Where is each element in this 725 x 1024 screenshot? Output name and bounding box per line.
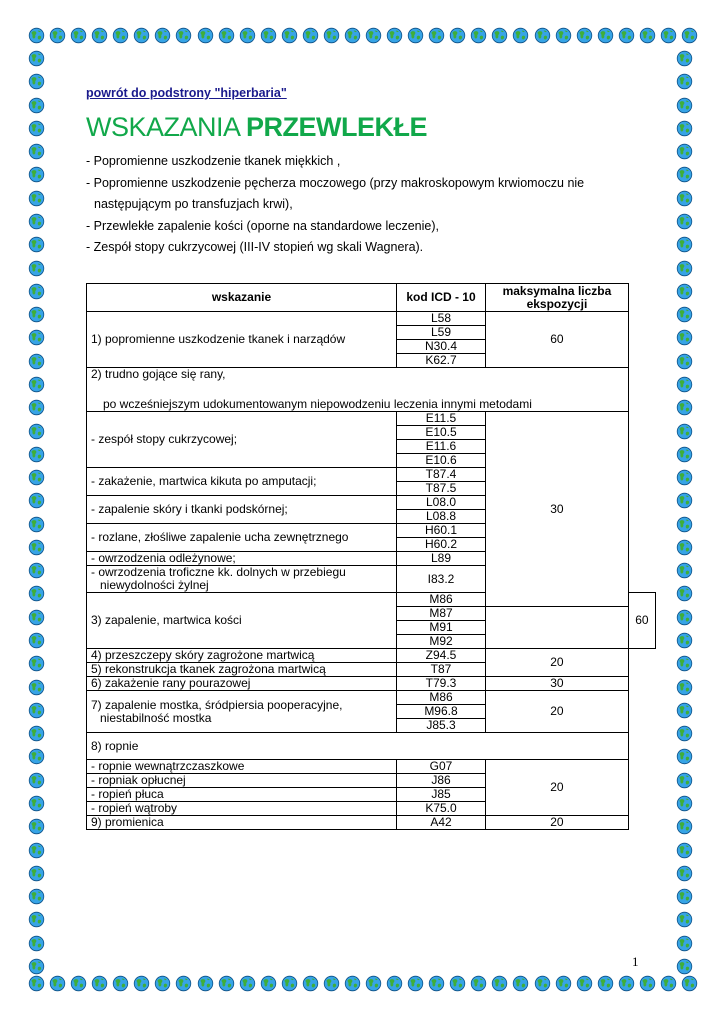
globe-icon bbox=[676, 911, 698, 928]
code-cell: L08.8 bbox=[397, 510, 486, 524]
globe-icon bbox=[676, 469, 698, 486]
globe-icon bbox=[28, 539, 50, 556]
globe-icon bbox=[197, 975, 214, 997]
globe-icon bbox=[676, 865, 698, 882]
code-cell: E11.5 bbox=[397, 412, 486, 426]
code-cell: M92 bbox=[397, 635, 486, 649]
max-cell: 60 bbox=[628, 593, 655, 649]
indication-cell: - zespół stopy cukrzycowej; bbox=[87, 412, 397, 468]
code-cell: M96.8 bbox=[397, 705, 486, 719]
globe-icon bbox=[28, 702, 50, 719]
globe-icon bbox=[28, 329, 50, 346]
indication-line: 7) zapalenie mostka, śródpiersia pooperacyjne, bbox=[91, 697, 343, 712]
code-cell: M87 bbox=[397, 607, 486, 621]
section-row bbox=[87, 733, 656, 760]
table-row bbox=[87, 412, 656, 426]
globe-icon bbox=[28, 469, 50, 486]
globe-icon bbox=[676, 679, 698, 696]
table-row bbox=[87, 677, 656, 691]
globe-icon bbox=[28, 772, 50, 789]
globe-icon bbox=[175, 27, 192, 49]
max-cell: 20 bbox=[486, 760, 629, 816]
globe-icon bbox=[28, 888, 50, 905]
globe-icon bbox=[676, 702, 698, 719]
globe-icon bbox=[28, 143, 50, 160]
code-cell: M86 bbox=[397, 691, 486, 705]
globe-icon bbox=[28, 50, 50, 67]
globe-icon bbox=[491, 27, 508, 49]
globe-icon bbox=[534, 975, 551, 997]
globe-icon bbox=[28, 97, 50, 114]
globe-icon bbox=[676, 492, 698, 509]
indication-cell: - ropnie wewnątrzczaszkowe bbox=[87, 760, 397, 774]
globe-icon bbox=[28, 725, 50, 742]
globe-icon bbox=[323, 27, 340, 49]
globe-icon bbox=[154, 975, 171, 997]
globe-icon bbox=[676, 772, 698, 789]
globe-icon bbox=[555, 975, 572, 997]
globe-icon bbox=[28, 73, 50, 90]
intro-item: - Popromienne uszkodzenie pęcherza moczowego (przy makroskopowym krwiomoczu nie bbox=[86, 175, 585, 190]
globe-icon bbox=[576, 975, 593, 997]
globe-icon bbox=[428, 27, 445, 49]
page-title bbox=[86, 112, 661, 142]
globe-icon bbox=[28, 376, 50, 393]
code-cell: I83.2 bbox=[397, 566, 486, 593]
globe-icon bbox=[49, 27, 66, 49]
code-cell: Z94.5 bbox=[397, 649, 486, 663]
globe-icon bbox=[28, 748, 50, 765]
globe-icon bbox=[597, 975, 614, 997]
globe-icon bbox=[676, 795, 698, 812]
globe-icon bbox=[407, 27, 424, 49]
globe-icon bbox=[70, 27, 87, 49]
code-cell: T87 bbox=[397, 663, 486, 677]
globe-icon bbox=[676, 935, 698, 952]
globe-icon bbox=[260, 27, 277, 49]
header-indication: wskazanie bbox=[87, 284, 397, 312]
code-cell: L08.0 bbox=[397, 496, 486, 510]
page-content bbox=[86, 84, 661, 259]
globe-icon bbox=[676, 562, 698, 579]
globe-icon bbox=[676, 609, 698, 626]
globe-icon bbox=[676, 842, 698, 859]
globe-icon bbox=[676, 446, 698, 463]
globe-icon bbox=[512, 27, 529, 49]
globe-icon bbox=[28, 609, 50, 626]
globe-icon bbox=[386, 27, 403, 49]
table-row bbox=[87, 816, 656, 830]
code-cell: T79.3 bbox=[397, 677, 486, 691]
globe-icon bbox=[154, 27, 171, 49]
indication-cell: - ropniak opłucnej bbox=[87, 774, 397, 788]
globe-icon bbox=[133, 27, 150, 49]
globe-icon bbox=[28, 585, 50, 602]
globe-icon bbox=[344, 27, 361, 49]
globe-icon bbox=[676, 655, 698, 672]
indications-table bbox=[86, 283, 656, 830]
globe-icon bbox=[91, 27, 108, 49]
header-code: kod ICD - 10 bbox=[397, 284, 486, 312]
code-cell: L58 bbox=[397, 312, 486, 326]
code-cell: M86 bbox=[397, 593, 486, 607]
max-cell: 30 bbox=[486, 677, 629, 691]
globe-icon bbox=[618, 975, 635, 997]
globe-icon bbox=[28, 975, 45, 997]
indication-cell bbox=[87, 566, 397, 593]
globe-icon bbox=[112, 975, 129, 997]
globe-icon bbox=[676, 260, 698, 277]
code-cell: A42 bbox=[397, 816, 486, 830]
globe-icon bbox=[576, 27, 593, 49]
code-cell: N30.4 bbox=[397, 340, 486, 354]
section-cell bbox=[87, 368, 629, 412]
indication-cell bbox=[87, 691, 397, 733]
indication-cell: - zapalenie skóry i tkanki podskórnej; bbox=[87, 496, 397, 524]
max-cell: 30 bbox=[486, 412, 629, 607]
globe-icon bbox=[28, 423, 50, 440]
globe-icon bbox=[302, 27, 319, 49]
globe-icon bbox=[676, 632, 698, 649]
globe-icon bbox=[28, 166, 50, 183]
globe-icon bbox=[365, 975, 382, 997]
max-cell: 20 bbox=[486, 691, 629, 733]
code-cell: E10.6 bbox=[397, 454, 486, 468]
section-row bbox=[87, 368, 656, 412]
section-subtitle: po wcześniejszym udokumentowanym niepowodzeniu leczenia innymi metodami bbox=[103, 397, 532, 411]
indication-cell: - ropień wątroby bbox=[87, 802, 397, 816]
globe-icon bbox=[491, 975, 508, 997]
globe-icon bbox=[676, 190, 698, 207]
table-row bbox=[87, 691, 656, 705]
intro-item: - Przewlekłe zapalenie kości (oporne na standardowe leczenie), bbox=[86, 218, 439, 233]
max-cell: 20 bbox=[486, 816, 629, 830]
code-cell: G07 bbox=[397, 760, 486, 774]
globe-icon bbox=[386, 975, 403, 997]
globe-icon bbox=[28, 190, 50, 207]
title-light: WSKAZANIA bbox=[86, 112, 247, 142]
globe-icon bbox=[365, 27, 382, 49]
globe-icon bbox=[28, 632, 50, 649]
globe-icon bbox=[676, 516, 698, 533]
globe-icon bbox=[676, 376, 698, 393]
globe-icon bbox=[91, 975, 108, 997]
globe-icon bbox=[676, 958, 698, 975]
globe-icon bbox=[534, 27, 551, 49]
page-border-bottom bbox=[28, 975, 698, 997]
table-row bbox=[87, 760, 656, 774]
code-cell: L89 bbox=[397, 552, 486, 566]
section-cell: 8) ropnie bbox=[87, 733, 629, 760]
indication-cell: 1) popromienne uszkodzenie tkanek i narządów bbox=[87, 312, 397, 368]
globe-icon bbox=[676, 353, 698, 370]
globe-icon bbox=[676, 166, 698, 183]
globe-icon bbox=[449, 975, 466, 997]
code-cell: H60.2 bbox=[397, 538, 486, 552]
indication-cell: - ropień płuca bbox=[87, 788, 397, 802]
globe-icon bbox=[676, 50, 698, 67]
globe-icon bbox=[260, 975, 277, 997]
globe-icon bbox=[660, 975, 677, 997]
globe-icon bbox=[681, 975, 698, 997]
code-cell: H60.1 bbox=[397, 524, 486, 538]
indication-line: niestabilność mostka bbox=[100, 710, 212, 725]
globe-icon bbox=[676, 73, 698, 90]
globe-icon bbox=[28, 399, 50, 416]
globe-icon bbox=[676, 283, 698, 300]
globe-icon bbox=[28, 679, 50, 696]
back-to-hyperbaria-link[interactable]: powrót do podstrony "hiperbaria" bbox=[86, 86, 287, 100]
globe-icon bbox=[239, 975, 256, 997]
globe-icon bbox=[28, 446, 50, 463]
globe-icon bbox=[676, 818, 698, 835]
globe-icon bbox=[28, 236, 50, 253]
globe-icon bbox=[676, 213, 698, 230]
table-row bbox=[87, 312, 656, 326]
indication-cell: 9) promienica bbox=[87, 816, 397, 830]
globe-icon bbox=[28, 958, 50, 975]
page-border-left bbox=[28, 50, 50, 975]
globe-icon bbox=[28, 842, 50, 859]
globe-icon bbox=[676, 888, 698, 905]
indication-cell: 5) rekonstrukcja tkanek zagrożona martwicą bbox=[87, 663, 397, 677]
globe-icon bbox=[302, 975, 319, 997]
globe-icon bbox=[676, 143, 698, 160]
code-cell: M91 bbox=[397, 621, 486, 635]
globe-icon bbox=[28, 353, 50, 370]
globe-icon bbox=[344, 975, 361, 997]
indication-line: - owrzodzenia troficzne kk. dolnych w przebiegu bbox=[91, 565, 346, 579]
title-bold: PRZEWLEKŁE bbox=[246, 112, 428, 142]
globe-icon bbox=[676, 725, 698, 742]
globe-icon bbox=[676, 423, 698, 440]
globe-icon bbox=[28, 935, 50, 952]
globe-icon bbox=[28, 213, 50, 230]
globe-icon bbox=[323, 975, 340, 997]
globe-icon bbox=[175, 975, 192, 997]
globe-icon bbox=[676, 585, 698, 602]
globe-icon bbox=[112, 27, 129, 49]
globe-icon bbox=[28, 911, 50, 928]
globe-icon bbox=[676, 236, 698, 253]
globe-icon bbox=[28, 516, 50, 533]
section-title: 2) trudno gojące się rany, bbox=[91, 367, 226, 381]
globe-icon bbox=[555, 27, 572, 49]
globe-icon bbox=[49, 975, 66, 997]
globe-icon bbox=[218, 975, 235, 997]
table-header-row bbox=[87, 284, 656, 312]
globe-icon bbox=[28, 655, 50, 672]
table-row bbox=[87, 649, 656, 663]
globe-icon bbox=[676, 97, 698, 114]
page-border-right bbox=[676, 50, 698, 975]
page-number: 1 bbox=[632, 954, 639, 969]
globe-icon bbox=[470, 27, 487, 49]
code-cell: J85.3 bbox=[397, 719, 486, 733]
globe-icon bbox=[28, 562, 50, 579]
intro-item: - Popromienne uszkodzenie tkanek miękkich , bbox=[86, 154, 341, 168]
globe-icon bbox=[428, 975, 445, 997]
intro-item: - Zespół stopy cukrzycowej (III-IV stopień wg skali Wagnera). bbox=[86, 240, 424, 254]
globe-icon bbox=[676, 748, 698, 765]
globe-icon bbox=[239, 27, 256, 49]
code-cell: E11.6 bbox=[397, 440, 486, 454]
globe-icon bbox=[28, 818, 50, 835]
globe-icon bbox=[281, 975, 298, 997]
code-cell: K62.7 bbox=[397, 354, 486, 368]
globe-icon bbox=[70, 975, 87, 997]
globe-icon bbox=[681, 27, 698, 49]
max-cell: 20 bbox=[486, 649, 629, 677]
globe-icon bbox=[28, 306, 50, 323]
globe-icon bbox=[28, 27, 45, 49]
max-cell: 60 bbox=[486, 312, 629, 368]
globe-icon bbox=[281, 27, 298, 49]
code-cell: T87.4 bbox=[397, 468, 486, 482]
code-cell: T87.5 bbox=[397, 482, 486, 496]
globe-icon bbox=[133, 975, 150, 997]
code-cell: J86 bbox=[397, 774, 486, 788]
globe-icon bbox=[639, 975, 656, 997]
intro-item-continuation: następującym po transfuzjach krwi), bbox=[94, 197, 293, 211]
globe-icon bbox=[28, 260, 50, 277]
header-max-exposures bbox=[486, 284, 629, 312]
globe-icon bbox=[197, 27, 214, 49]
globe-icon bbox=[449, 27, 466, 49]
globe-icon bbox=[470, 975, 487, 997]
intro-list bbox=[86, 151, 661, 259]
indication-cell: - zakażenie, martwica kikuta po amputacji; bbox=[87, 468, 397, 496]
code-cell: L59 bbox=[397, 326, 486, 340]
page-border-top bbox=[28, 27, 698, 49]
globe-icon bbox=[618, 27, 635, 49]
globe-icon bbox=[660, 27, 677, 49]
indication-cell: - rozlane, złośliwe zapalenie ucha zewnętrznego bbox=[87, 524, 397, 552]
indication-line: niewydolności żylnej bbox=[100, 578, 209, 592]
globe-icon bbox=[28, 865, 50, 882]
globe-icon bbox=[218, 27, 235, 49]
header-max-line1: maksymalna liczba bbox=[502, 283, 612, 298]
indication-cell: - owrzodzenia odleżynowe; bbox=[87, 552, 397, 566]
globe-icon bbox=[676, 306, 698, 323]
globe-icon bbox=[28, 492, 50, 509]
code-cell: E10.5 bbox=[397, 426, 486, 440]
indication-cell: 4) przeszczepy skóry zagrożone martwicą bbox=[87, 649, 397, 663]
indication-cell: 6) zakażenie rany pourazowej bbox=[87, 677, 397, 691]
code-cell: K75.0 bbox=[397, 802, 486, 816]
globe-icon bbox=[28, 283, 50, 300]
globe-icon bbox=[676, 120, 698, 137]
header-max-line2: ekspozycji bbox=[526, 296, 588, 311]
code-cell: J85 bbox=[397, 788, 486, 802]
indication-cell: 3) zapalenie, martwica kości bbox=[87, 593, 397, 649]
globe-icon bbox=[676, 399, 698, 416]
globe-icon bbox=[676, 329, 698, 346]
globe-icon bbox=[597, 27, 614, 49]
globe-icon bbox=[512, 975, 529, 997]
globe-icon bbox=[639, 27, 656, 49]
globe-icon bbox=[676, 539, 698, 556]
globe-icon bbox=[407, 975, 424, 997]
globe-icon bbox=[28, 120, 50, 137]
globe-icon bbox=[28, 795, 50, 812]
